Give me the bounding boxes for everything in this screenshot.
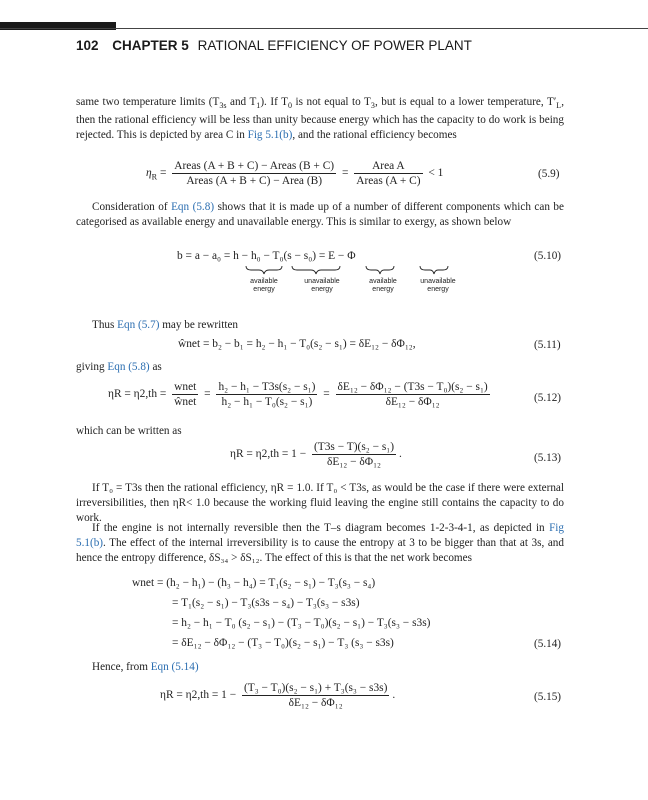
page-number: 102 (76, 38, 99, 53)
chapter-label: CHAPTER 5 (112, 38, 189, 53)
underbrace-1 (246, 266, 282, 274)
label-unavailable-energy-2: unavailable energy (420, 278, 456, 293)
eq-number-5-14: (5.14) (534, 638, 562, 650)
paragraph-5: which can be written as (76, 425, 182, 437)
equation-5-14-line-3: = h₂ − h₁ − T₀ (s₂ − s₁) − (T₃ − T₀)(s₂ − s₁) − T₃(s₃ − s3s) (172, 617, 431, 629)
equation-5-14-line-4: = δE₁₂ − δΦ₁₂ − (T₃ − T₀)(s₂ − s₁) − T₃ (s₃ − s3s) (172, 637, 394, 649)
equation-5-9: $\eta_R$ = $\frac{\text{Areas (A + B + C) − Areas (B + C)}}{\text{Areas (A + B + C) − Area (B)}}$ = $\frac{\text{Area A}}{\text{Areas (A + C)}}$ < 1 (146, 160, 444, 187)
equation-link[interactable]: Eqn (5.7) (117, 319, 160, 331)
eq-number-5-9: (5.9) (538, 168, 560, 180)
figure-link[interactable]: Fig 5.1(b) (247, 129, 293, 142)
underbrace-4 (420, 266, 448, 274)
label-available-energy-1: available energy (250, 278, 278, 293)
label-unavailable-energy-1: unavailable energy (304, 278, 340, 293)
paragraph-8: Hence, from Eqn (5.14) (92, 661, 199, 673)
eq-number-5-15: (5.15) (534, 691, 562, 703)
equation-link[interactable]: Eqn (5.14) (150, 661, 199, 673)
paragraph-7: If the engine is not internally reversible then the T–s diagram becomes 1-2-3-4-1, as depicted in Fig 5.1(b). The effect of the internal irreversibility is to cause the entropy at 3 to be bigger than that at 3s, and hence the entropy difference, δS₃₄ > δS₁₂. The effect of this is that the net work becomes (76, 522, 564, 564)
eq-number-5-12: (5.12) (534, 392, 562, 404)
equation-link[interactable]: Eqn (5.8) (107, 361, 150, 373)
equation-link[interactable]: Eqn (5.8) (171, 201, 215, 213)
paragraph-4: giving Eqn (5.8) as (76, 361, 162, 373)
equation-5-12: ηR = η2,th = $\frac{\text{wnet}}{\text{ŵnet}}$ = $\frac{\text{h₂ − h₁ − T3s(s₂ − s₁)}}{\text{h₂ − h₁ − T₀(s₂ − s₁)}}$ = $\frac{\text{δE₁₂ − δΦ₁₂ − (T3s − T₀)(s₂ − s₁)}}{\text{δE₁₂ − δΦ₁₂}}$ (108, 381, 488, 408)
paragraph-2: Consideration of Eqn (5.8) shows that it is made up of a number of different components which can be categorised as available energy and unavailable energy. This is similar to exergy, as shown below (76, 201, 564, 228)
eq-number-5-11: (5.11) (534, 339, 561, 351)
equation-5-14-line-1: wnet = (h₂ − h₁) − (h₃ − h₄) = T₁(s₂ − s₁) − T₃(s₃ − s₄) (132, 577, 376, 589)
paragraph-6: If T₀ = T3s then the rational efficiency, ηR = 1.0. If T₀ < T3s, as would be the case if there were external irreversibilities, then ηR< 1.0 because the working fluid leaving the engine still contains the capacity to do work. (76, 482, 564, 524)
equation-5-11: ŵnet = b₂ − b₁ = h₂ − h₁ − T₀(s₂ − s₁) = δE₁₂ − δΦ₁₂, (178, 338, 416, 350)
eq-number-5-13: (5.13) (534, 452, 562, 464)
eq-number-5-10: (5.10) (534, 250, 562, 262)
equation-5-14-line-2: = T₁(s₂ − s₁) − T₃(s3s − s₄) − T₃(s₃ − s3s) (172, 597, 360, 609)
underbrace-3 (366, 266, 394, 274)
equation-5-13: ηR = η2,th = 1 − $\frac{\text{(T3s − T)(s₂ − s₁)}}{\text{δE₁₂ − δΦ₁₂}}$ . (230, 441, 402, 468)
equation-5-10: b = a − a₀ = h − h₀ − T₀(s − s₀) = E − Φ (177, 250, 356, 262)
equation-5-15: ηR = η2,th = 1 − $\frac{\text{(T₃ − T₀)(s₂ − s₁) + T₃(s₃ − s3s)}}{\text{δE₁₂ − δΦ₁₂}}$ . (160, 682, 396, 709)
label-available-energy-2: available energy (369, 278, 397, 293)
underbrace-2 (292, 266, 340, 274)
chapter-title: RATIONAL EFFICIENCY OF POWER PLANT (197, 38, 472, 53)
figure-link[interactable]: Fig 5.1(b) (76, 522, 564, 549)
paragraph-1: same two temperature limits ($T_{3s}$ and $T_1$). If $T_0$ is not equal to $T_3$, but is equal to a lower temperature, $T'_L$, then the rational efficiency will be less than unity because energy which has the capacity to do work is being rejected. This is depicted by area C in Fig 5.1(b), and the rational efficiency becomes (76, 96, 564, 142)
paragraph-3: Thus Eqn (5.7) may be rewritten (92, 319, 239, 331)
